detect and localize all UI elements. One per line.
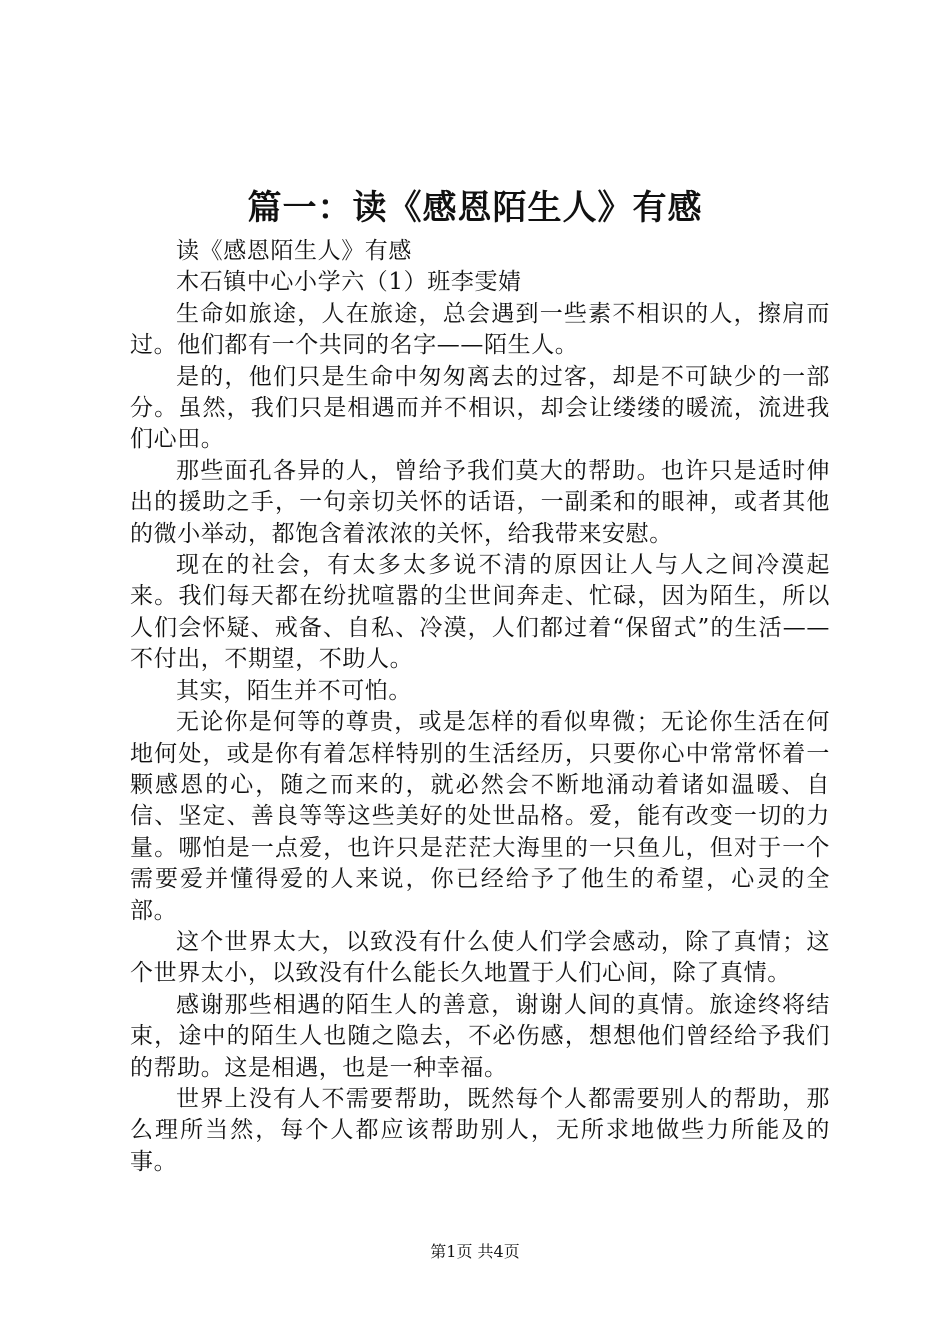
document-title: 篇一：读《感恩陌生人》有感 <box>247 188 703 228</box>
paragraph: 现在的社会，有太多太多说不清的原因让人与人之间冷漠起来。我们每天都在纷扰喧嚣的尘世间奔走、忙碌，因为陌生，所以人们会怀疑、戒备、自私、冷漠，人们都过着“保留式”的生活——不付出，不期望，不助人。 <box>130 552 830 673</box>
paragraph: 是的，他们只是生命中匆匆离去的过客，却是不可缺少的一部分。虽然，我们只是相遇而并不相识，却会让缕缕的暖流，流进我们心田。 <box>130 363 830 453</box>
paragraph: 无论你是何等的尊贵，或是怎样的看似卑微；无论你生活在何地何处，或是你有着怎样特别的生活经历，只要你心中常常怀着一颗感恩的心，随之而来的，就必然会不断地涌动着诸如温暖、自信、坚定、善良等等这些美好的处世品格。爱，能有改变一切的力量。哪怕是一点爱，也许只是茫茫大海里的一只鱼儿，但对于一个需要爱并懂得爱的人来说，你已经给予了他生的希望，心灵的全部。 <box>130 709 830 924</box>
page-number-footer: 第1页 共4页 <box>430 1242 520 1261</box>
paragraph-subtitle: 读《感恩陌生人》有感 <box>176 238 412 264</box>
paragraph: 那些面孔各异的人，曾给予我们莫大的帮助。也许只是适时伸出的援助之手，一句亲切关怀的话语，一副柔和的眼神，或者其他的微小举动，都饱含着浓浓的关怀，给我带来安慰。 <box>130 457 830 547</box>
paragraph: 生命如旅途，人在旅途，总会遇到一些素不相识的人，擦肩而过。他们都有一个共同的名字——陌生人。 <box>130 300 830 359</box>
paragraph: 世界上没有人不需要帮助，既然每个人都需要别人的帮助，那么理所当然，每个人都应该帮助别人，无所求地做些力所能及的事。 <box>130 1085 830 1175</box>
paragraph: 其实，陌生并不可怕。 <box>176 677 412 704</box>
paragraph: 这个世界太大，以致没有什么使人们学会感动，除了真情；这个世界太小，以致没有什么能长久地置于人们心间，除了真情。 <box>130 928 830 987</box>
paragraph-author: 木石镇中心小学六（1）班李雯婧 <box>176 269 522 296</box>
paragraph: 感谢那些相遇的陌生人的善意，谢谢人间的真情。旅途终将结束，途中的陌生人也随之隐去，不必伤感，想想他们曾经给予我们的帮助。这是相遇，也是一种幸福。 <box>130 991 830 1081</box>
document-body <box>130 236 830 1178</box>
